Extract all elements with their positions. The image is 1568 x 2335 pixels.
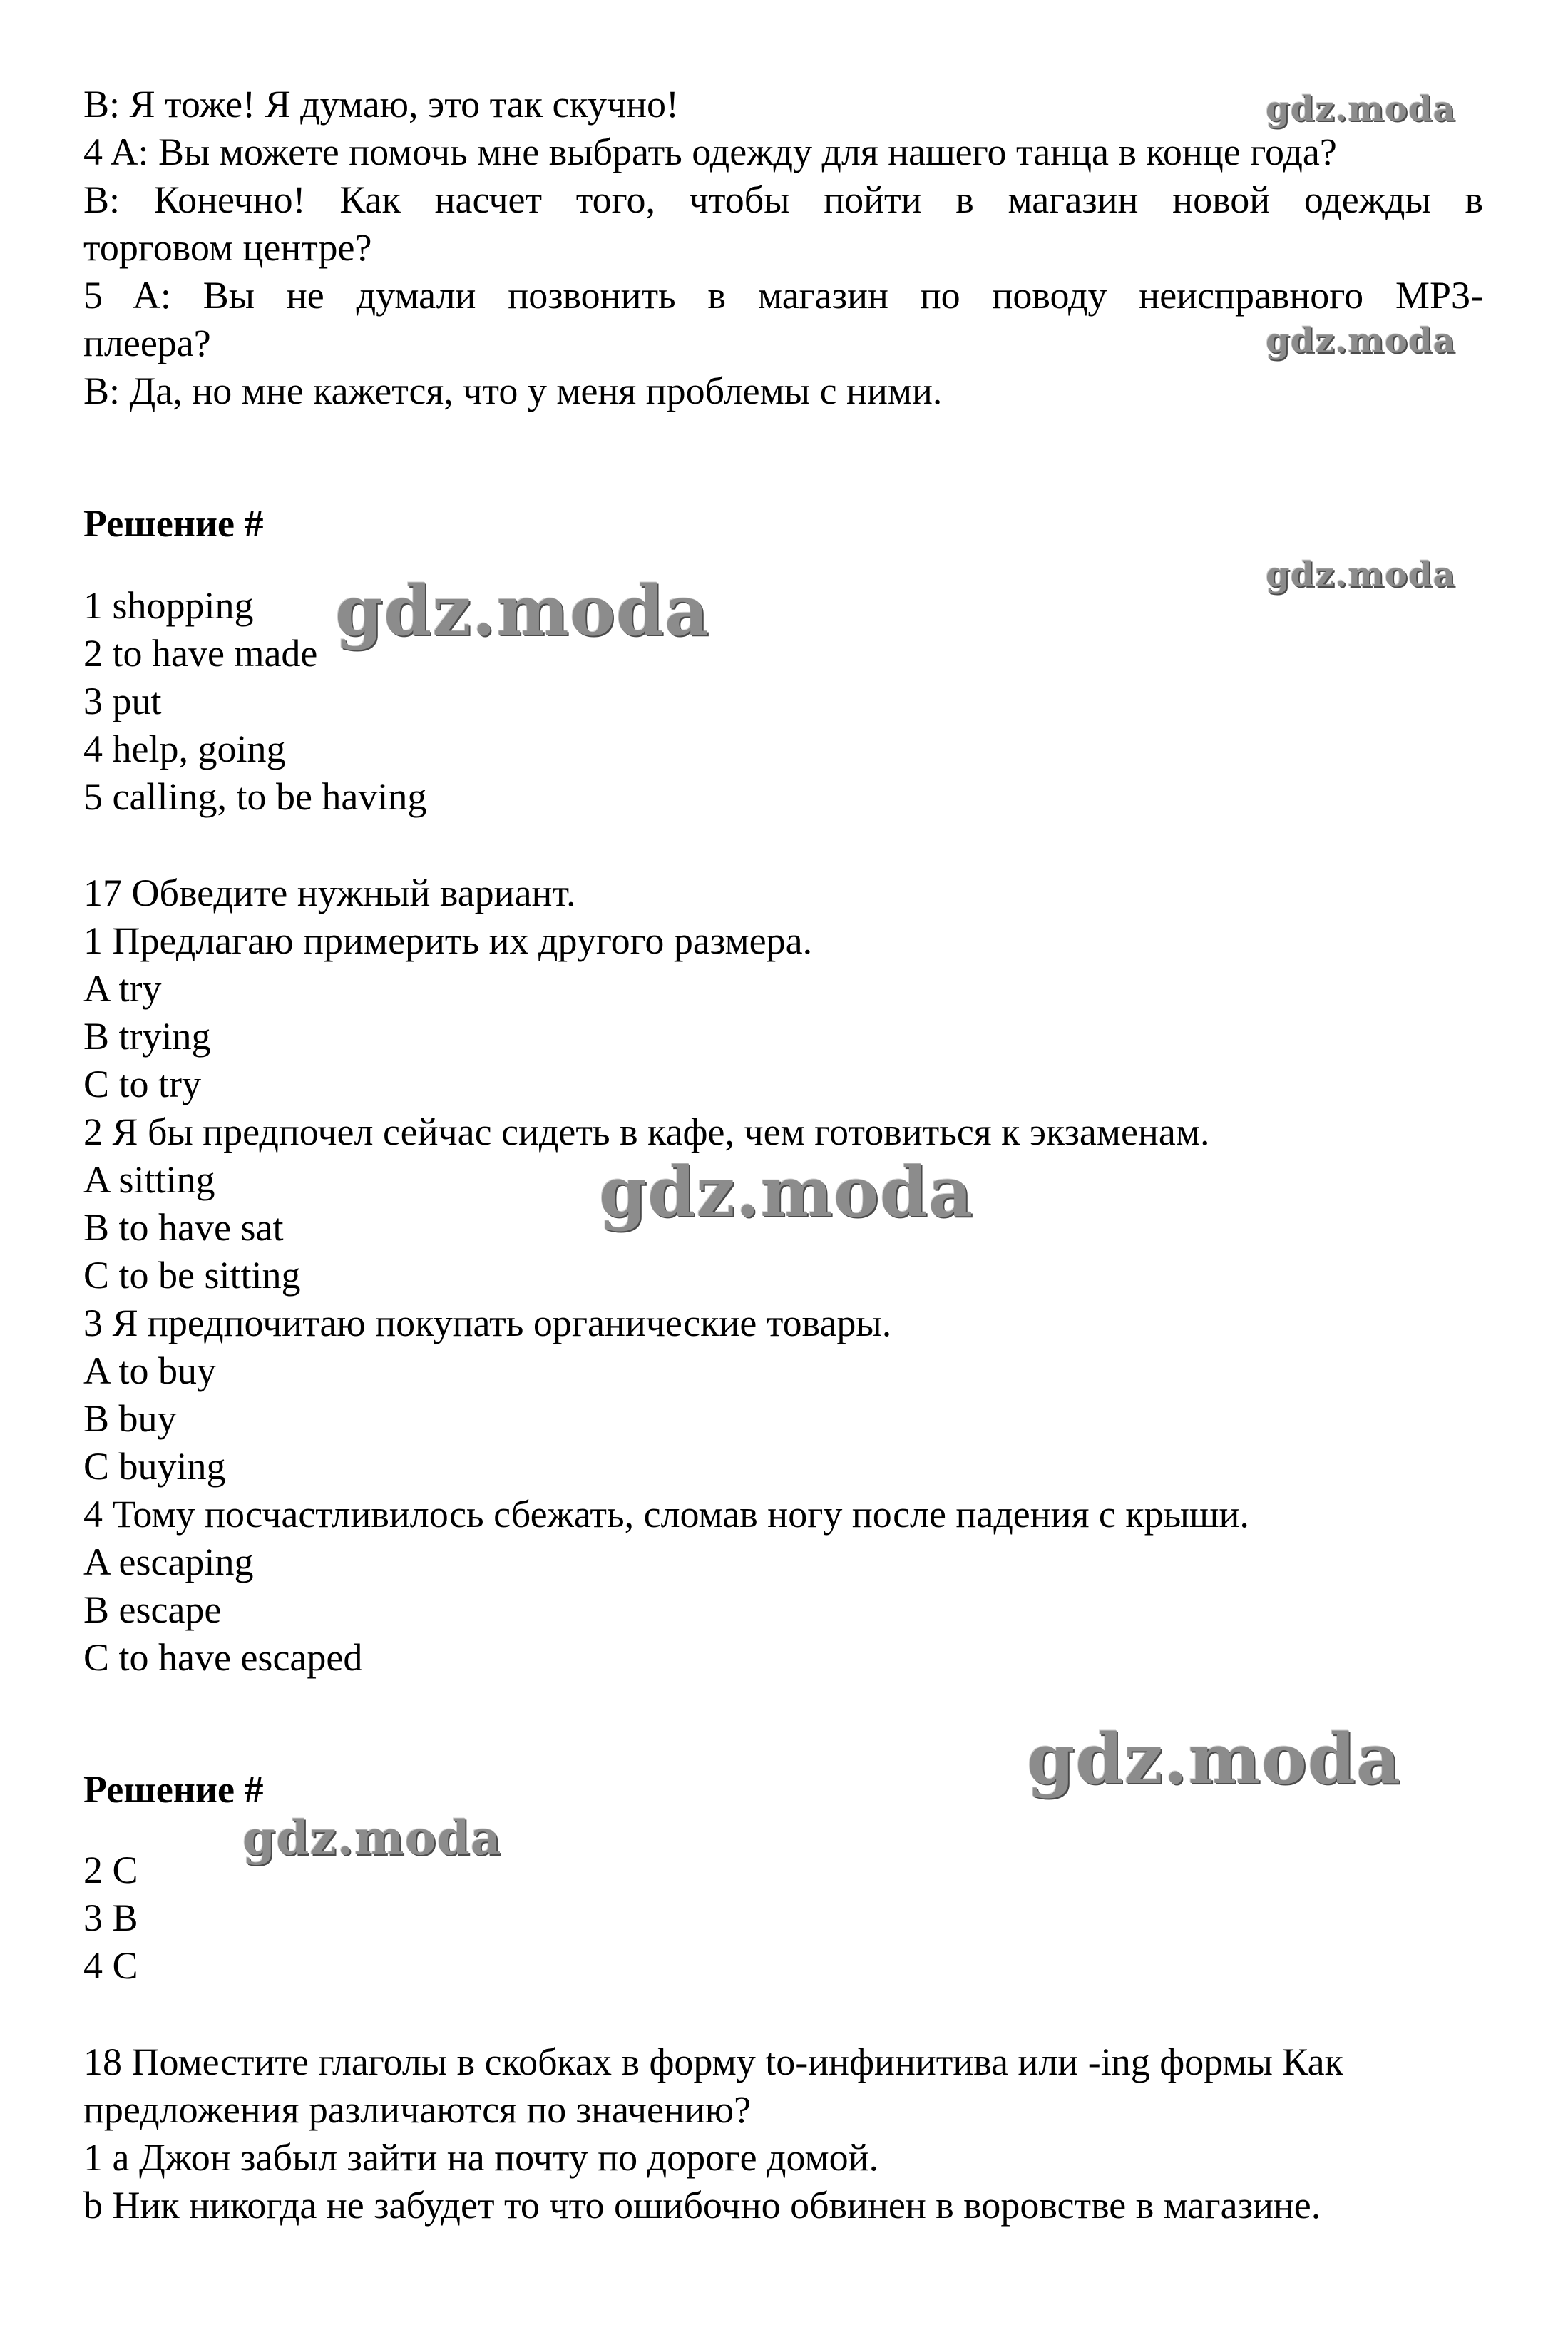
answer-line: 2 C: [83, 1849, 138, 1891]
answer-line: 4 help, going: [83, 727, 286, 770]
dialog-line: B: Я тоже! Я думаю, это так скучно!: [83, 83, 680, 126]
exercise-line: 4 Тому посчастливилось сбежать, сломав ногу после падения с крыши.: [83, 1493, 1249, 1536]
exercise-line: 1 Предлагаю примерить их другого размера.: [83, 919, 813, 962]
option-line: B trying: [83, 1015, 211, 1058]
watermark: gdz.moda: [335, 571, 710, 651]
option-line: A try: [83, 967, 162, 1010]
exercise-title: 18 Поместите глаголы в скобках в форму to-инфинитива или -ing формы Как: [83, 2040, 1343, 2083]
watermark: gdz.moda: [1027, 1719, 1402, 1799]
dialog-line: B: Да, но мне кажется, что у меня проблемы с ними.: [83, 369, 943, 412]
solution-heading: Решение #: [83, 1768, 264, 1811]
option-line: B buy: [83, 1397, 177, 1440]
answer-line: 2 to have made: [83, 632, 318, 675]
watermark: gdz.moda: [599, 1152, 974, 1232]
solution-heading: Решение #: [83, 502, 264, 545]
option-line: A to buy: [83, 1349, 217, 1392]
watermark: gdz.moda: [242, 1810, 502, 1866]
option-line: A escaping: [83, 1541, 254, 1583]
watermark: gdz.moda: [1266, 321, 1456, 361]
answer-line: 1 shopping: [83, 584, 254, 627]
exercise-line: b Ник никогда не забудет то что ошибочно обвинен в воровстве в магазине.: [83, 2184, 1321, 2227]
option-line: C to try: [83, 1063, 202, 1105]
option-line: C to have escaped: [83, 1636, 363, 1679]
dialog-line: торговом центре?: [83, 226, 372, 269]
dialog-line: 5 A: Вы не думали позвонить в магазин по поводу неисправного MP3-: [83, 274, 1483, 317]
exercise-line: 3 Я предпочитаю покупать органические товары.: [83, 1302, 892, 1344]
exercise-line: 1 a Джон забыл зайти на почту по дороге домой.: [83, 2136, 879, 2179]
option-line: B escape: [83, 1588, 222, 1631]
watermark: gdz.moda: [1266, 89, 1456, 129]
exercise-line: 2 Я бы предпочел сейчас сидеть в кафе, чем готовиться к экзаменам.: [83, 1110, 1210, 1153]
option-line: C to be sitting: [83, 1254, 301, 1297]
option-line: C buying: [83, 1445, 226, 1488]
answer-line: 4 C: [83, 1944, 138, 1987]
dialog-line: плеера?: [83, 322, 211, 364]
dialog-line: B: Конечно! Как насчет того, чтобы пойти в магазин новой одежды в: [83, 178, 1483, 221]
exercise-title: предложения различаются по значению?: [83, 2088, 752, 2131]
watermark: gdz.moda: [1266, 555, 1456, 595]
answer-line: 5 calling, to be having: [83, 775, 427, 818]
exercise-title: 17 Обведите нужный вариант.: [83, 872, 576, 914]
dialog-line: 4 A: Вы можете помочь мне выбрать одежду для нашего танца в конце года?: [83, 131, 1337, 173]
option-line: B to have sat: [83, 1206, 284, 1249]
answer-line: 3 B: [83, 1896, 138, 1939]
option-line: A sitting: [83, 1158, 215, 1201]
answer-line: 3 put: [83, 680, 162, 722]
